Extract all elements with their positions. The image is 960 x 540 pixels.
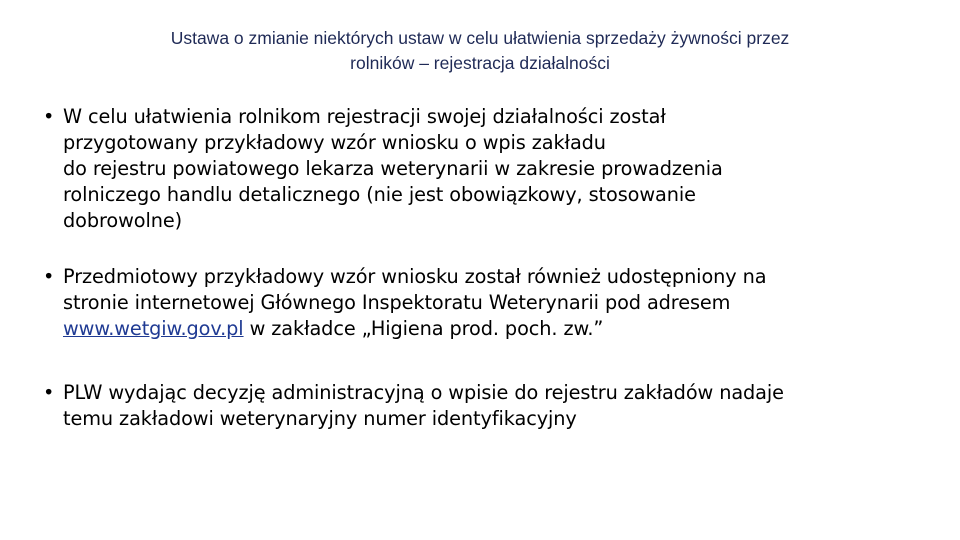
bullet-1-line-5: dobrowolne) xyxy=(63,209,183,232)
bullet-item-website xyxy=(42,264,766,342)
wetgiw-link[interactable]: www.wetgiw.gov.pl xyxy=(63,317,244,340)
bullet-3-line-2: temu zakładowi weterynaryjny numer identyfikacyjny xyxy=(63,407,577,430)
bullet-1-line-1: W celu ułatwienia rolnikom rejestracji swojej działalności został xyxy=(63,105,666,128)
title-line-1: Ustawa o zmianie niektórych ustaw w celu ułatwienia sprzedaży żywności przez xyxy=(170,28,790,48)
bullet-1-line-4: rolniczego handlu detalicznego (nie jest obowiązkowy, stosowanie xyxy=(63,183,696,206)
title-line-2: rolników – rejestracja działalności xyxy=(350,53,610,73)
bullet-2-after-link: w zakładce „Higiena prod. poch. zw.” xyxy=(243,317,604,340)
bullet-icon: • xyxy=(43,265,55,288)
bullet-item-plw-decision xyxy=(42,380,784,432)
bullet-2-line-3 xyxy=(63,316,766,342)
bullet-icon: • xyxy=(43,381,55,404)
bullet-2-line-2: stronie internetowej Głównego Inspektoratu Weterynarii pod adresem xyxy=(63,291,731,314)
bullet-2-line-1: Przedmiotowy przykładowy wzór wniosku został również udostępniony na xyxy=(63,265,767,288)
bullet-1-line-2: przygotowany przykładowy wzór wniosku o wpis zakładu xyxy=(63,131,606,154)
bullet-3-line-1: PLW wydając decyzję administracyjną o wpisie do rejestru zakładów nadaje xyxy=(63,381,784,404)
bullet-icon: • xyxy=(43,105,55,128)
slide-title xyxy=(40,26,920,76)
bullet-1-line-3: do rejestru powiatowego lekarza weterynarii w zakresie prowadzenia xyxy=(63,157,723,180)
bullet-item-registration-form xyxy=(42,104,723,234)
